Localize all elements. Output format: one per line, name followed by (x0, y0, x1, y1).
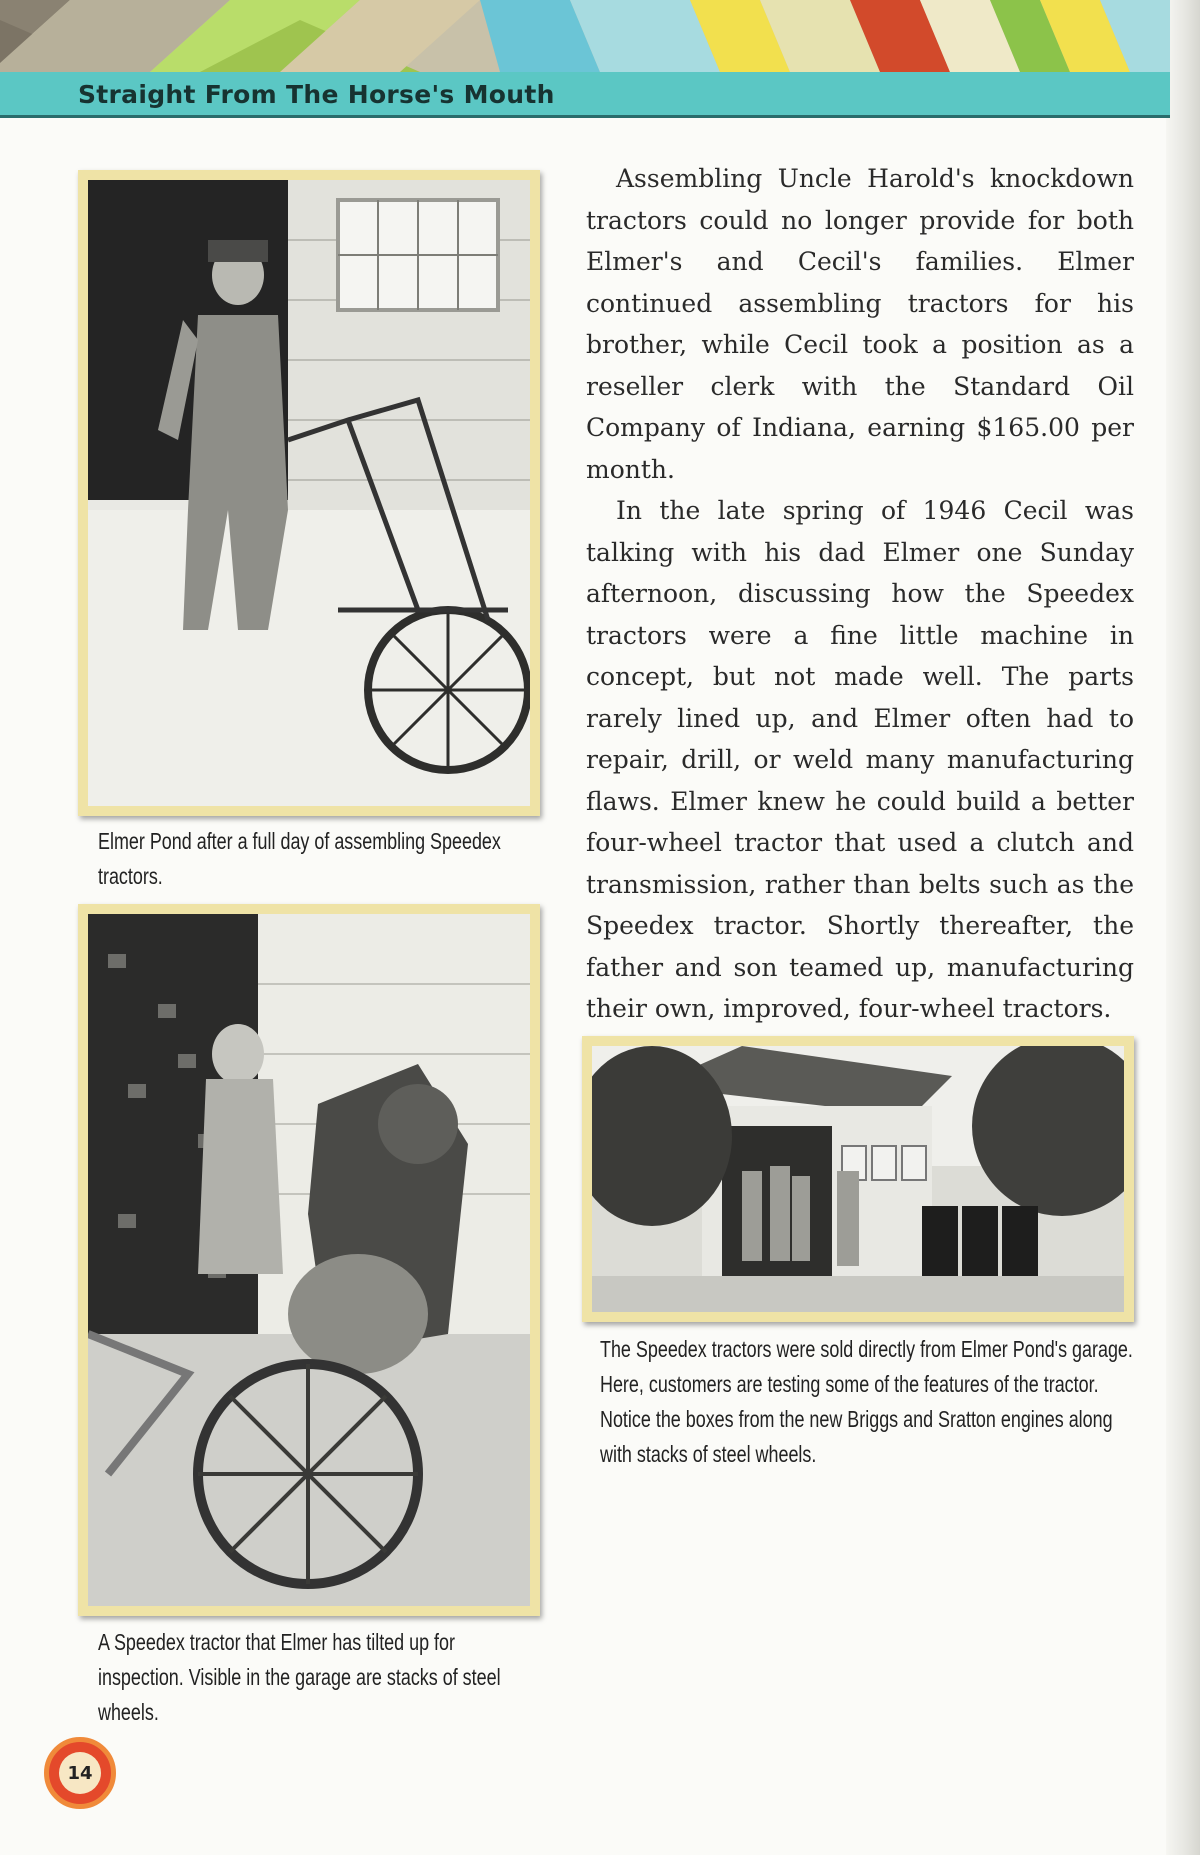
header-stripes (0, 0, 1170, 72)
running-header-title: Straight From The Horse's Mouth (78, 80, 555, 109)
caption-photo-2: A Speedex tractor that Elmer has tilted up for inspection. Visible in the garage are stacks of steel wheels. (98, 1629, 501, 1725)
header-title-bar (0, 72, 1170, 118)
page-edge-shadow (1166, 0, 1200, 1855)
photo-speedex-tilted (78, 904, 540, 1616)
page-number-badge (44, 1737, 116, 1809)
article-paragraph-2: In the late spring of 1946 Cecil was talking with his dad Elmer one Sunday afternoon, discussing how the Speedex tractors were a fine little machine in concept, but not made well. The parts rarely lined up, and Elmer often had to repair, drill, or weld many manufacturing flaws. Elmer knew he could build a better four-wheel tractor that used a clutch and transmission, rather than belts such as the Speedex tractor. Shortly thereafter, the father and son teamed up, manufacturing their own, improved, four-wheel tractors. (586, 496, 1134, 1023)
caption-photo-3: The Speedex tractors were sold directly from Elmer Pond's garage. Here, customers are testing some of the features of the tractor. Notice the boxes from the new Briggs and Sratton engines along with stacks of steel wheels. (600, 1336, 1133, 1467)
article-body (586, 158, 1134, 1030)
caption-photo-1: Elmer Pond after a full day of assembling Speedex tractors. (98, 828, 501, 889)
page-number: 14 (59, 1752, 101, 1794)
photo-elmer-pond (78, 170, 540, 816)
article-paragraph-1: Assembling Uncle Harold's knockdown tractors could no longer provide for both Elmer's and Cecil's families. Elmer continued assembling tractors for his brother, while Cecil took a position as a reseller clerk with the Standard Oil Company of Indiana, earning $165.00 per month. (586, 164, 1134, 484)
photo-garage-customers (582, 1036, 1134, 1322)
